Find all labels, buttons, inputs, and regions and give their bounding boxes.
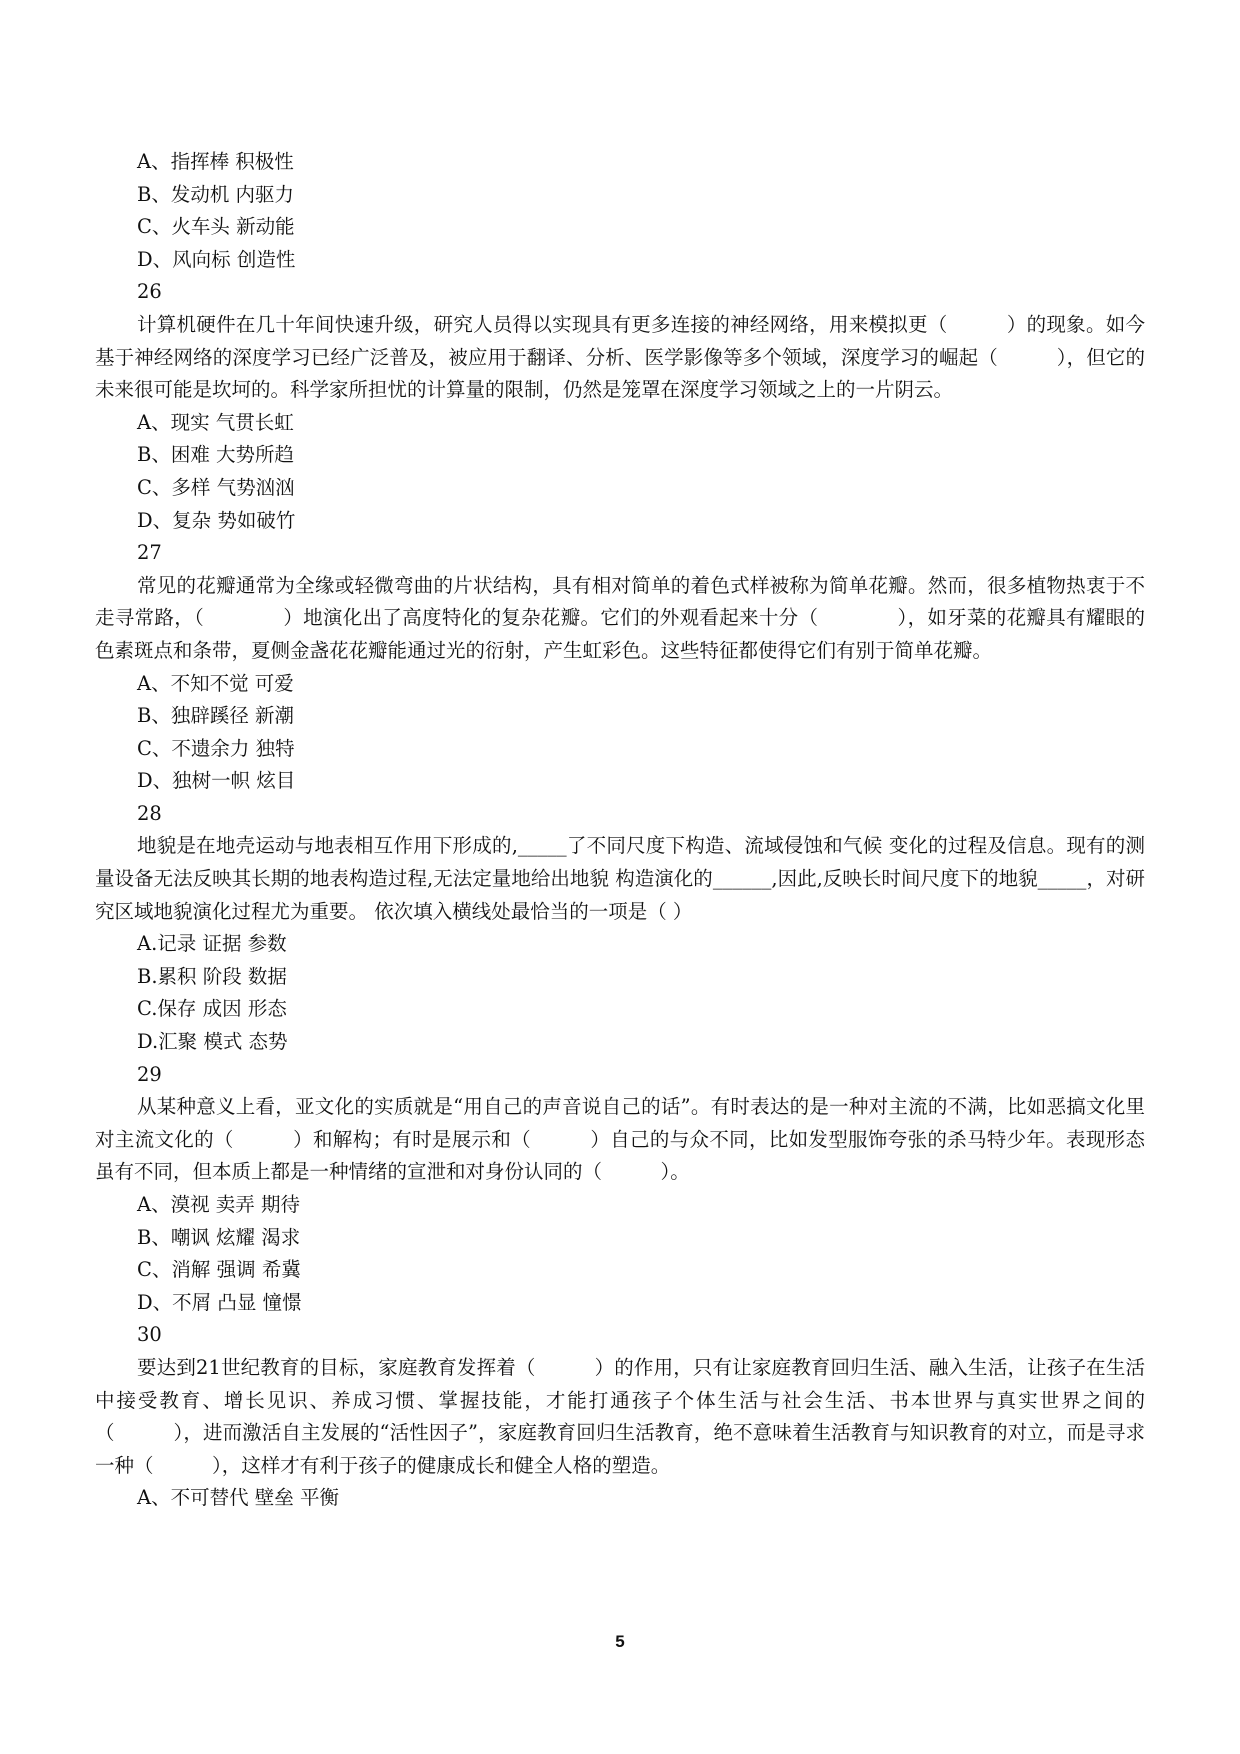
q25-option-a: A、指挥棒 积极性 [137,150,294,173]
q30-stem: 要达到21世纪教育的目标，家庭教育发挥着（ ）的作用，只有让家庭教育回归生活、融入生活，让孩子在生活中接受教育、增长见识、养成习惯、掌握技能，才能打通孩子个体生活与社会生活、书本世界与真实世界之间的（ ），进而激活自主发展的“活性因子”，家庭教育回归生活教育，绝不意味着生活教育与知识教育的对立，而是寻求一种（ ），这样才有利于孩子的健康成长和健全人格的塑造。 [95,1355,1145,1477]
page-number: 5 [615,1632,625,1651]
q28-option-b: B.累积 阶段 数据 [137,964,287,988]
q29-number: 29 [137,1062,162,1086]
q28-option-d: D.汇聚 模式 态势 [137,1030,288,1054]
q29-option-a: A、漠视 卖弄 期待 [137,1193,300,1216]
q29-option-c: C、消解 强调 希冀 [137,1258,301,1282]
page-content [95,146,1145,1515]
q26-option-d: D、复杂 势如破竹 [137,508,296,532]
q30-number: 30 [137,1323,162,1347]
q28-option-c: C.保存 成因 形态 [137,997,287,1021]
q29-option-b: B、嘲讽 炫耀 渴求 [137,1225,301,1249]
q27-stem: 常见的花瓣通常为全缘或轻微弯曲的片状结构，具有相对简单的着色式样被称为简单花瓣。然而，很多植物热衷于不走寻常路，（ ）地演化出了高度特化的复杂花瓣。它们的外观看起来十分（ ），如牙菜的花瓣具有耀眼的色素斑点和条带，夏侧金盏花花瓣能通过光的衍射，产生虹彩色。这些特征都使得它们有别于简单花瓣。 [95,573,1145,662]
q29-option-d: D、不屑 凸显 憧憬 [137,1290,302,1314]
q28-option-a: A.记录 证据 参数 [137,932,287,956]
q29-stem: 从某种意义上看，亚文化的实质就是“用自己的声音说自己的话”。有时表达的是一种对主流的不满，比如恶搞文化里对主流文化的（ ）和解构；有时是展示和（ ）自己的与众不同，比如发型服饰夸张的杀马特少年。表现形态虽有不同，但本质上都是一种情绪的宣泄和对身份认同的（ ）。 [95,1095,1145,1184]
q25-option-b: B、发动机 内驱力 [137,182,295,206]
q27-option-b: B、独辟蹊径 新潮 [137,704,295,728]
q30-option-a: A、不可替代 壁垒 平衡 [137,1486,339,1510]
q26-stem: 计算机硬件在几十年间快速升级，研究人员得以实现具有更多连接的神经网络，用来模拟更（ ）的现象。如今基于神经网络的深度学习已经广泛普及，被应用于翻译、分析、医学影像等多个领域，深度学习的崛起（ ），但它的未来很可能是坎坷的。科学家所担忧的计算量的限制，仍然是笼罩在深度学习领域之上的一片阴云。 [95,312,1145,402]
q27-number: 27 [137,541,162,565]
q26-option-c: C、多样 气势汹汹 [137,475,295,499]
q28-number: 28 [137,801,162,825]
q25-option-d: D、风向标 创造性 [137,247,296,271]
q27-option-d: D、独树一帜 炫目 [137,769,296,793]
q25-option-c: C、火车头 新动能 [137,215,295,239]
q27-option-c: C、不遗余力 独特 [137,736,295,760]
q26-option-b: B、困难 大势所趋 [137,443,295,467]
q28-stem: 地貌是在地壳运动与地表相互作用下形成的,_____了不同尺度下构造、流域侵蚀和气候 变化的过程及信息。现有的测量设备无法反映其长期的地表构造过程,无法定量地给出地貌 构造演化的______,因此,反映长时间尺度下的地貌_____，对研究区域地貌演化过程尤为重要。 依次填入横线处最恰当的一项是（ ） [95,834,1145,923]
q26-number: 26 [137,280,162,304]
q27-option-a: A、不知不觉 可爱 [137,671,294,695]
q26-option-a: A、现实 气贯长虹 [137,410,294,434]
